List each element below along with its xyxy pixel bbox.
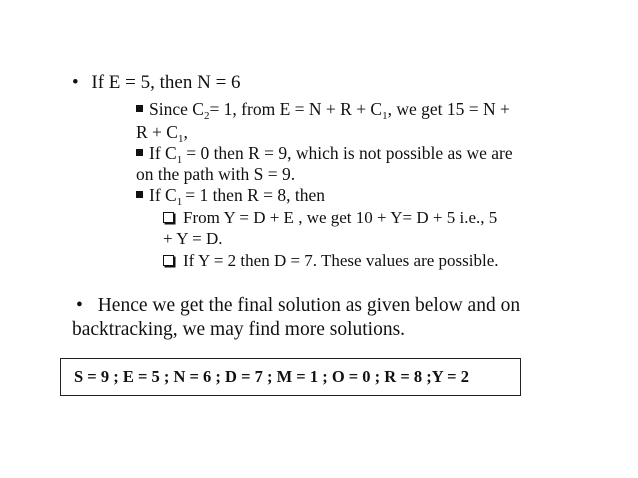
sub-bullet-2 <box>136 143 513 164</box>
subsub-bullet-1 <box>163 208 497 228</box>
sub-bullet-1-cont <box>136 122 188 143</box>
sub-bullet-1 <box>136 99 510 120</box>
sub-1-cont-comma: , <box>183 122 188 142</box>
sub-1-text-c: , we get 15 = N + <box>387 99 510 119</box>
square-bullet-icon <box>136 105 143 112</box>
subsub-1-cont-text: + Y = D. <box>163 229 223 248</box>
square-bullet-icon <box>136 191 143 198</box>
sub-1-subscript-b: 1 <box>382 110 388 122</box>
sub-3-text-b: = 1 then R = 8, then <box>185 185 325 205</box>
subsub-2-text: If Y = 2 then D = 7. These values are possible. <box>183 251 499 270</box>
bullet-2-text: Hence we get the final solution as given below and on <box>97 295 521 316</box>
sub-3-text-a: If C <box>149 185 177 205</box>
bullet-dot: • <box>72 72 79 93</box>
sub-bullet-2-cont <box>136 164 295 185</box>
subsub-bullet-2 <box>163 251 499 271</box>
sub-1-text-a: Since C <box>149 99 204 119</box>
solution-text: S = 9 ; E = 5 ; N = 6 ; D = 7 ; M = 1 ; O = 0 ; R = 8 ;Y = 2 <box>74 367 469 386</box>
sub-1-cont-text: R + C <box>136 122 178 142</box>
sub-2-subscript: 1 <box>176 154 183 166</box>
checkbox-bullet-icon <box>163 212 174 223</box>
bullet-line-1 <box>72 72 241 94</box>
bullet-dot: • <box>76 295 83 316</box>
subsub-1-text: From Y = D + E , we get 10 + Y= D + 5 i.e., 5 <box>183 208 498 227</box>
bullet-2-cont-text: backtracking, we may find more solutions. <box>72 319 406 340</box>
bullet-text: If E = 5, then N = 6 <box>91 72 241 93</box>
bullet-line-2-cont <box>72 319 405 341</box>
subsub-bullet-1-cont <box>163 229 222 249</box>
sub-1-subscript-a: 2 <box>203 110 210 122</box>
sub-3-subscript: 1 <box>176 196 183 208</box>
sub-2-cont-text: on the path with S = 9. <box>136 164 296 184</box>
square-bullet-icon <box>136 149 143 156</box>
sub-1-cont-subscript: 1 <box>177 133 184 145</box>
sub-2-text-b: = 0 then R = 9, which is not possible as we are <box>186 143 513 163</box>
checkbox-bullet-icon <box>163 255 174 266</box>
sub-2-text-a: If C <box>149 143 177 163</box>
bullet-line-2 <box>76 295 520 317</box>
sub-1-text-b: = 1, from E = N + R + C <box>209 99 383 119</box>
sub-bullet-3 <box>136 185 325 206</box>
